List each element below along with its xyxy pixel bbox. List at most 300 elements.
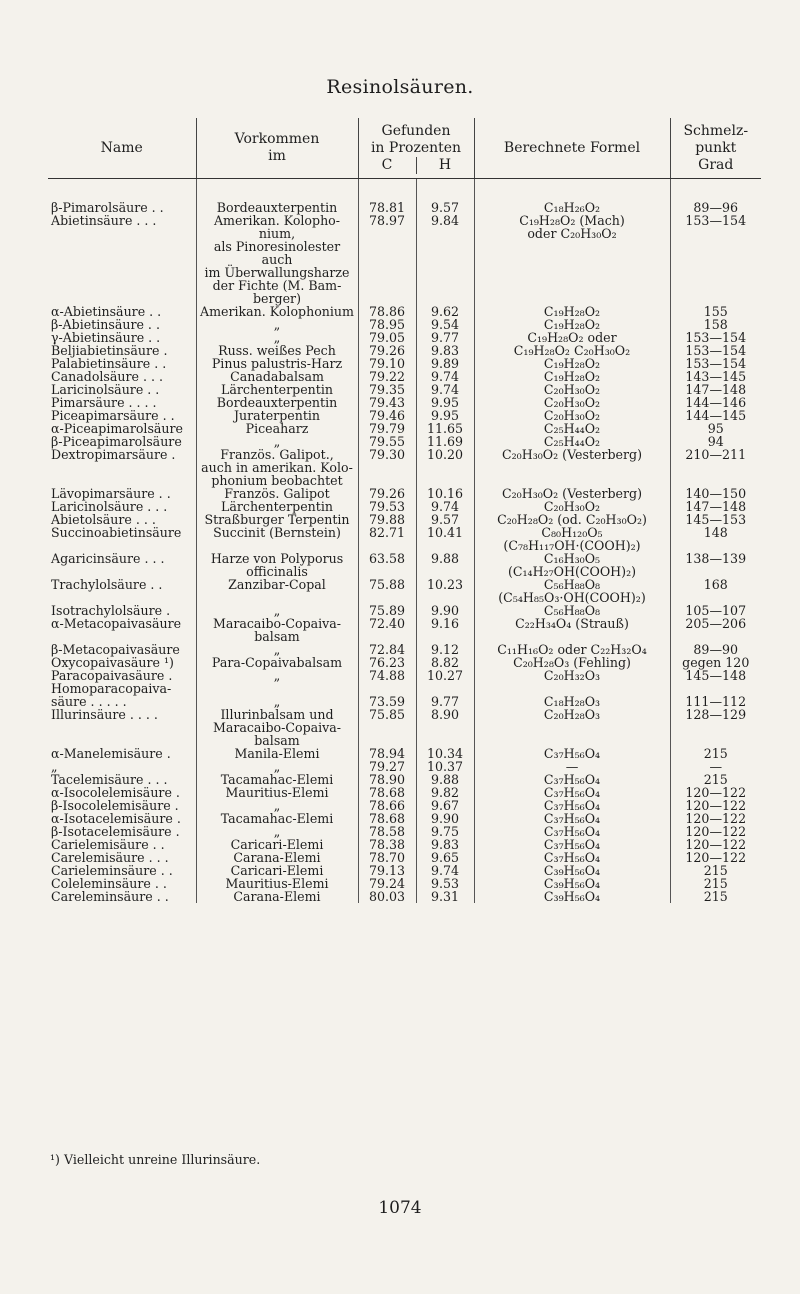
cell-occurrence: „: [196, 318, 358, 331]
cell-name: [48, 279, 196, 292]
cell-hydrogen: 10.16: [416, 487, 474, 500]
cell-name: α-Metacopaivasäure: [51, 616, 182, 631]
cell-formula: (C₁₄H₂₇OH(COOH)₂): [474, 565, 670, 578]
cell-occurrence: „: [196, 435, 358, 448]
cell-melting-point: 147—148: [670, 383, 761, 396]
cell-hydrogen: 9.74: [416, 370, 474, 383]
cell-formula: C₁₉H₂₈O₂: [474, 357, 670, 370]
table-row: [48, 708, 761, 721]
cell-occurrence: Maracaibo-Copaiva-: [196, 617, 358, 630]
cell-occurrence: phonium beobachtet: [196, 474, 358, 487]
table-row: [48, 552, 761, 565]
cell-occurrence: Canadabalsam: [196, 370, 358, 383]
cell-hydrogen: 9.12: [416, 643, 474, 656]
cell-formula: C₃₉H₅₆O₄: [474, 877, 670, 890]
cell-formula: C₁₉H₂₈O₂: [474, 318, 670, 331]
cell-name: β-Abietinsäure . .: [51, 317, 160, 332]
cell-name: Carieleminsäure . .: [51, 863, 173, 878]
cell-hydrogen: 9.83: [416, 344, 474, 357]
table-row: [48, 461, 761, 474]
cell-carbon: 75.89: [358, 604, 416, 617]
cell-occurrence: balsam: [196, 734, 358, 747]
cell-name: Pimarsäure . . . .: [51, 395, 157, 410]
header-c: C: [381, 156, 393, 173]
cell-formula: C₃₇H₅₆O₄: [474, 838, 670, 851]
cell-formula: —: [474, 760, 670, 773]
cell-melting-point: 215: [670, 747, 761, 760]
cell-carbon: 75.88: [358, 578, 416, 591]
cell-formula: oder C₂₀H₃₀O₂: [474, 227, 670, 240]
cell-formula: C₃₇H₅₆O₄: [474, 773, 670, 786]
cell-name: Abietinsäure . . .: [51, 213, 157, 228]
cell-hydrogen: 8.82: [416, 656, 474, 669]
table-row: [48, 526, 761, 539]
cell-carbon: 80.03: [358, 890, 416, 903]
cell-melting-point: 94: [670, 435, 761, 448]
cell-formula: [474, 266, 670, 279]
table-row: [48, 214, 761, 227]
cell-formula: C₁₈H₂₈O₃: [474, 695, 670, 708]
cell-formula: [474, 461, 670, 474]
cell-name: Homoparacopaiva-: [51, 681, 172, 696]
cell-occurrence: Amerikan. Kolophonium: [196, 305, 358, 318]
cell-name: „: [51, 759, 58, 774]
cell-melting-point: 155: [670, 305, 761, 318]
cell-occurrence: Carana-Elemi: [196, 890, 358, 903]
cell-name: Paracopaivasäure .: [51, 668, 173, 683]
cell-carbon: 79.35: [358, 383, 416, 396]
cell-occurrence: „: [196, 604, 358, 617]
cell-carbon: 79.24: [358, 877, 416, 890]
cell-hydrogen: [416, 721, 474, 734]
cell-hydrogen: 8.90: [416, 708, 474, 721]
cell-melting-point: 89—90: [670, 643, 761, 656]
table-header-row: [48, 118, 761, 179]
cell-formula: (C₇₈H₁₁₇OH·(COOH)₂): [474, 539, 670, 552]
cell-occurrence: Bordeauxterpentin: [196, 179, 358, 215]
cell-carbon: 79.79: [358, 422, 416, 435]
cell-hydrogen: 9.62: [416, 305, 474, 318]
cell-formula: C₂₀H₃₂O₃: [474, 669, 670, 682]
cell-formula: C₁₈H₂₆O₂: [474, 179, 670, 215]
cell-hydrogen: 9.82: [416, 786, 474, 799]
cell-melting-point: 158: [670, 318, 761, 331]
cell-formula: C₈₀H₁₂₀O₅: [474, 526, 670, 539]
cell-occurrence: Russ. weißes Pech: [196, 344, 358, 357]
table-row: [48, 578, 761, 591]
cell-carbon: 78.97: [358, 214, 416, 227]
cell-formula: C₅₆H₈₈O₈: [474, 578, 670, 591]
cell-hydrogen: 9.90: [416, 604, 474, 617]
cell-hydrogen: 9.31: [416, 890, 474, 903]
cell-name: β-Isotacelemisäure .: [51, 824, 180, 839]
cell-formula: C₃₇H₅₆O₄: [474, 799, 670, 812]
cell-occurrence: „: [196, 331, 358, 344]
cell-formula: C₂₂H₃₄O₄ (Strauß): [474, 617, 670, 630]
header-occurrence: Vorkommen im: [196, 118, 358, 179]
cell-melting-point: 145—153: [670, 513, 761, 526]
cell-name: Canadolsäure . . .: [51, 369, 164, 384]
cell-hydrogen: 9.57: [416, 513, 474, 526]
cell-melting-point: 144—145: [670, 409, 761, 422]
cell-melting-point: 120—122: [670, 851, 761, 864]
cell-name: α-Isotacelemisäure .: [51, 811, 181, 826]
cell-formula: C₂₀H₃₀O₂: [474, 500, 670, 513]
header-found: Gefunden in Prozenten C H: [358, 118, 474, 179]
cell-name: Abietolsäure . . .: [51, 512, 156, 527]
cell-melting-point: 120—122: [670, 786, 761, 799]
cell-melting-point: 140—150: [670, 487, 761, 500]
cell-hydrogen: 10.20: [416, 448, 474, 461]
cell-name: [48, 240, 196, 266]
cell-name: Beljiabietinsäure .: [51, 343, 168, 358]
cell-formula: C₁₁H₁₆O₂ oder C₂₂H₃₂O₄: [474, 643, 670, 656]
cell-carbon: 79.53: [358, 500, 416, 513]
cell-carbon: 78.38: [358, 838, 416, 851]
cell-occurrence: „: [196, 643, 358, 656]
cell-carbon: 72.40: [358, 617, 416, 630]
header-h: H: [416, 157, 474, 174]
cell-carbon: [358, 721, 416, 734]
cell-hydrogen: 9.77: [416, 331, 474, 344]
cell-formula: C₁₉H₂₈O₂: [474, 370, 670, 383]
cell-name: Laricinolsäure . .: [51, 382, 160, 397]
cell-hydrogen: 9.88: [416, 773, 474, 786]
cell-carbon: 79.30: [358, 448, 416, 461]
cell-occurrence: Juraterpentin: [196, 409, 358, 422]
cell-hydrogen: 9.83: [416, 838, 474, 851]
page-title: Resinolsäuren.: [326, 76, 474, 98]
cell-name: β-Piceapimarolsäure: [51, 434, 182, 449]
cell-melting-point: [670, 721, 761, 734]
cell-occurrence: Lärchenterpentin: [196, 383, 358, 396]
cell-name: Agaricinsäure . . .: [51, 551, 165, 566]
cell-carbon: 78.68: [358, 786, 416, 799]
table-row: [48, 266, 761, 279]
cell-hydrogen: 9.95: [416, 396, 474, 409]
cell-carbon: 79.05: [358, 331, 416, 344]
cell-carbon: 78.86: [358, 305, 416, 318]
cell-name: Oxycopaivasäure ¹): [51, 655, 174, 670]
table-body: [48, 179, 761, 904]
cell-formula: C₂₀H₃₀O₂: [474, 409, 670, 422]
cell-carbon: 78.90: [358, 773, 416, 786]
cell-carbon: 78.81: [358, 179, 416, 215]
cell-carbon: 79.26: [358, 487, 416, 500]
cell-hydrogen: 9.57: [416, 179, 474, 215]
cell-melting-point: 153—154: [670, 344, 761, 357]
table-row: [48, 279, 761, 292]
cell-melting-point: gegen 120: [670, 656, 761, 669]
cell-hydrogen: 9.74: [416, 383, 474, 396]
cell-formula: (C₅₄H₈₅O₃·OH(COOH)₂): [474, 591, 670, 604]
cell-formula: C₃₇H₅₆O₄: [474, 825, 670, 838]
cell-hydrogen: 10.41: [416, 526, 474, 539]
cell-melting-point: 105—107: [670, 604, 761, 617]
cell-name: Lävopimarsäure . .: [51, 486, 171, 501]
cell-carbon: 79.43: [358, 396, 416, 409]
header-melting-point: Schmelz- punkt Grad: [670, 118, 761, 179]
cell-carbon: [358, 461, 416, 474]
cell-carbon: 78.68: [358, 812, 416, 825]
cell-melting-point: [670, 266, 761, 279]
cell-hydrogen: 11.69: [416, 435, 474, 448]
cell-carbon: 79.88: [358, 513, 416, 526]
cell-hydrogen: 9.74: [416, 500, 474, 513]
cell-occurrence: Manila-Elemi: [196, 747, 358, 760]
cell-carbon: 75.85: [358, 708, 416, 721]
cell-occurrence: Illurinbalsam und: [196, 708, 358, 721]
cell-occurrence: Mauritius-Elemi: [196, 786, 358, 799]
table-row: [48, 448, 761, 461]
cell-carbon: 82.71: [358, 526, 416, 539]
cell-melting-point: 120—122: [670, 799, 761, 812]
cell-name: Palabietinsäure . .: [51, 356, 167, 371]
cell-melting-point: 168: [670, 578, 761, 591]
cell-occurrence: Mauritius-Elemi: [196, 877, 358, 890]
cell-name: Laricinolsäure . . .: [51, 499, 168, 514]
cell-occurrence: berger): [196, 292, 358, 305]
cell-carbon: 78.95: [358, 318, 416, 331]
cell-hydrogen: 9.74: [416, 864, 474, 877]
cell-carbon: 76.23: [358, 656, 416, 669]
cell-hydrogen: [416, 227, 474, 240]
cell-occurrence: nium,: [196, 227, 358, 240]
cell-melting-point: 210—211: [670, 448, 761, 461]
cell-formula: C₁₉H₂₈O₂: [474, 305, 670, 318]
cell-occurrence: Tacamahac-Elemi: [196, 773, 358, 786]
cell-hydrogen: 11.65: [416, 422, 474, 435]
cell-melting-point: 215: [670, 890, 761, 903]
cell-melting-point: 153—154: [670, 214, 761, 227]
cell-melting-point: 148: [670, 526, 761, 539]
cell-occurrence: Succinit (Bernstein): [196, 526, 358, 539]
cell-melting-point: 153—154: [670, 331, 761, 344]
cell-occurrence: der Fichte (M. Bam-: [196, 279, 358, 292]
cell-hydrogen: 9.84: [416, 214, 474, 227]
cell-melting-point: —: [670, 760, 761, 773]
cell-carbon: 79.22: [358, 370, 416, 383]
table-row: [48, 179, 761, 215]
cell-carbon: 79.13: [358, 864, 416, 877]
cell-formula: C₂₀H₃₀O₂: [474, 383, 670, 396]
cell-formula: C₂₅H₄₄O₂: [474, 435, 670, 448]
cell-occurrence: im Überwallungsharze: [196, 266, 358, 279]
cell-formula: C₃₉H₅₆O₄: [474, 890, 670, 903]
cell-melting-point: 145—148: [670, 669, 761, 682]
table-row: [48, 721, 761, 734]
cell-name: [48, 227, 196, 240]
cell-name: β-Metacopaivasäure: [51, 642, 180, 657]
cell-formula: C₂₅H₄₄O₂: [474, 422, 670, 435]
header-formula: Berechnete Formel: [474, 118, 670, 179]
cell-hydrogen: 9.90: [416, 812, 474, 825]
cell-occurrence: „: [196, 760, 358, 773]
cell-hydrogen: 9.77: [416, 695, 474, 708]
cell-melting-point: 95: [670, 422, 761, 435]
cell-carbon: [358, 266, 416, 279]
cell-name: α-Isocolelemisäure .: [51, 785, 180, 800]
cell-name: Tacelemisäure . . .: [51, 772, 168, 787]
cell-carbon: [358, 227, 416, 240]
cell-melting-point: 215: [670, 864, 761, 877]
footnote: ¹) Vielleicht unreine Illurinsäure.: [50, 1152, 261, 1167]
cell-name: Trachylolsäure . .: [51, 577, 163, 592]
cell-formula: C₃₉H₅₆O₄: [474, 864, 670, 877]
cell-carbon: [358, 240, 416, 266]
cell-hydrogen: 10.27: [416, 669, 474, 682]
cell-name: Illurinsäure . . . .: [51, 707, 158, 722]
cell-occurrence: Harze von Polyporus: [196, 552, 358, 565]
cell-name: α-Manelemisäure .: [51, 746, 171, 761]
cell-melting-point: 205—206: [670, 617, 761, 630]
cell-carbon: 79.46: [358, 409, 416, 422]
cell-name: [48, 266, 196, 279]
cell-formula: C₁₉H₂₈O₂ oder: [474, 331, 670, 344]
cell-formula: C₂₀H₃₀O₂ (Vesterberg): [474, 487, 670, 500]
cell-name: β-Pimarolsäure . .: [51, 200, 164, 215]
cell-occurrence: Caricari-Elemi: [196, 838, 358, 851]
cell-formula: [474, 279, 670, 292]
table-row: [48, 617, 761, 630]
cell-name: Coleleminsäure . .: [51, 876, 167, 891]
cell-melting-point: 89—96: [670, 179, 761, 215]
cell-hydrogen: 9.67: [416, 799, 474, 812]
cell-occurrence: Zanzibar-Copal: [196, 578, 358, 591]
cell-formula: [474, 240, 670, 266]
cell-name: [48, 721, 196, 734]
cell-occurrence: als Pinoresinolester auch: [196, 240, 358, 266]
cell-occurrence: Tacamahac-Elemi: [196, 812, 358, 825]
header-name: Name: [48, 118, 196, 179]
cell-hydrogen: 9.75: [416, 825, 474, 838]
cell-occurrence: Straßburger Terpentin: [196, 513, 358, 526]
cell-name: Dextropimarsäure .: [51, 447, 176, 462]
cell-occurrence: „: [196, 695, 358, 708]
cell-melting-point: 138—139: [670, 552, 761, 565]
cell-occurrence: Lärchenterpentin: [196, 500, 358, 513]
cell-carbon: 79.27: [358, 760, 416, 773]
cell-occurrence: officinalis: [196, 565, 358, 578]
cell-name: γ-Abietinsäure . .: [51, 330, 161, 345]
cell-occurrence: Maracaibo-Copaiva-: [196, 721, 358, 734]
cell-melting-point: 144—146: [670, 396, 761, 409]
cell-hydrogen: [416, 240, 474, 266]
cell-formula: [474, 721, 670, 734]
cell-melting-point: 143—145: [670, 370, 761, 383]
cell-occurrence: Amerikan. Kolopho-: [196, 214, 358, 227]
cell-carbon: [358, 279, 416, 292]
cell-name: [48, 461, 196, 474]
cell-carbon: 79.10: [358, 357, 416, 370]
cell-name: β-Isocolelemisäure .: [51, 798, 179, 813]
cell-carbon: 72.84: [358, 643, 416, 656]
cell-melting-point: 215: [670, 877, 761, 890]
table-row: [48, 227, 761, 240]
cell-occurrence: Französ. Galipot.,: [196, 448, 358, 461]
cell-hydrogen: 9.88: [416, 552, 474, 565]
cell-melting-point: 111—112: [670, 695, 761, 708]
cell-formula: C₁₆H₃₀O₅: [474, 552, 670, 565]
cell-carbon: 79.26: [358, 344, 416, 357]
cell-carbon: 78.94: [358, 747, 416, 760]
cell-formula: C₃₇H₅₆O₄: [474, 851, 670, 864]
cell-melting-point: 128—129: [670, 708, 761, 721]
cell-occurrence: Pinus palustris-Harz: [196, 357, 358, 370]
cell-hydrogen: 9.53: [416, 877, 474, 890]
cell-occurrence: Französ. Galipot: [196, 487, 358, 500]
cell-formula: C₃₇H₅₆O₄: [474, 747, 670, 760]
cell-carbon: 74.88: [358, 669, 416, 682]
cell-name: α-Piceapimarolsäure: [51, 421, 184, 436]
table-row: [48, 890, 761, 903]
cell-name: säure . . . . .: [51, 694, 127, 709]
cell-formula: C₁₉H₂₈O₂ (Mach): [474, 214, 670, 227]
cell-carbon: 78.70: [358, 851, 416, 864]
cell-occurrence: „: [196, 669, 358, 682]
cell-formula: C₂₀H₃₀O₂ (Vesterberg): [474, 448, 670, 461]
cell-name: Succinoabietinsäure: [51, 525, 182, 540]
cell-carbon: 79.55: [358, 435, 416, 448]
cell-hydrogen: 9.89: [416, 357, 474, 370]
cell-carbon: 73.59: [358, 695, 416, 708]
cell-hydrogen: 9.95: [416, 409, 474, 422]
cell-formula: C₃₇H₅₆O₄: [474, 812, 670, 825]
cell-melting-point: 215: [670, 773, 761, 786]
cell-formula: C₅₆H₈₈O₈: [474, 604, 670, 617]
cell-melting-point: [670, 461, 761, 474]
cell-occurrence: Caricari-Elemi: [196, 864, 358, 877]
cell-occurrence: „: [196, 799, 358, 812]
cell-formula: C₂₀H₃₀O₂: [474, 396, 670, 409]
cell-melting-point: 120—122: [670, 812, 761, 825]
cell-name: Carielemisäure . .: [51, 837, 165, 852]
cell-melting-point: 147—148: [670, 500, 761, 513]
cell-melting-point: [670, 279, 761, 292]
resin-acid-table: [48, 118, 761, 903]
cell-occurrence: Piceaharz: [196, 422, 358, 435]
cell-hydrogen: 9.16: [416, 617, 474, 630]
cell-melting-point: [670, 240, 761, 266]
cell-occurrence: balsam: [196, 630, 358, 643]
cell-name: Careleminsäure . .: [51, 889, 169, 904]
cell-hydrogen: 10.34: [416, 747, 474, 760]
cell-occurrence: auch in amerikan. Kolo-: [196, 461, 358, 474]
cell-name: α-Abietinsäure . .: [51, 304, 162, 319]
cell-occurrence: Para-Copaivabalsam: [196, 656, 358, 669]
cell-melting-point: 120—122: [670, 825, 761, 838]
cell-name: Carelemisäure . . .: [51, 850, 169, 865]
cell-formula: C₁₉H₂₈O₂ C₂₀H₃₀O₂: [474, 344, 670, 357]
cell-formula: C₂₀H₂₈O₂ (od. C₂₀H₃₀O₂): [474, 513, 670, 526]
cell-hydrogen: 9.54: [416, 318, 474, 331]
cell-occurrence: „: [196, 825, 358, 838]
cell-carbon: 78.66: [358, 799, 416, 812]
cell-formula: C₃₇H₅₆O₄: [474, 786, 670, 799]
cell-occurrence: Carana-Elemi: [196, 851, 358, 864]
cell-formula: C₂₀H₂₈O₃ (Fehling): [474, 656, 670, 669]
cell-occurrence: Bordeauxterpentin: [196, 396, 358, 409]
cell-hydrogen: 10.23: [416, 578, 474, 591]
cell-melting-point: 153—154: [670, 357, 761, 370]
cell-hydrogen: 9.65: [416, 851, 474, 864]
cell-formula: C₂₀H₂₈O₃: [474, 708, 670, 721]
cell-name: Piceapimarsäure . .: [51, 408, 175, 423]
cell-hydrogen: 10.37: [416, 760, 474, 773]
cell-melting-point: [670, 227, 761, 240]
cell-hydrogen: [416, 279, 474, 292]
cell-hydrogen: [416, 266, 474, 279]
